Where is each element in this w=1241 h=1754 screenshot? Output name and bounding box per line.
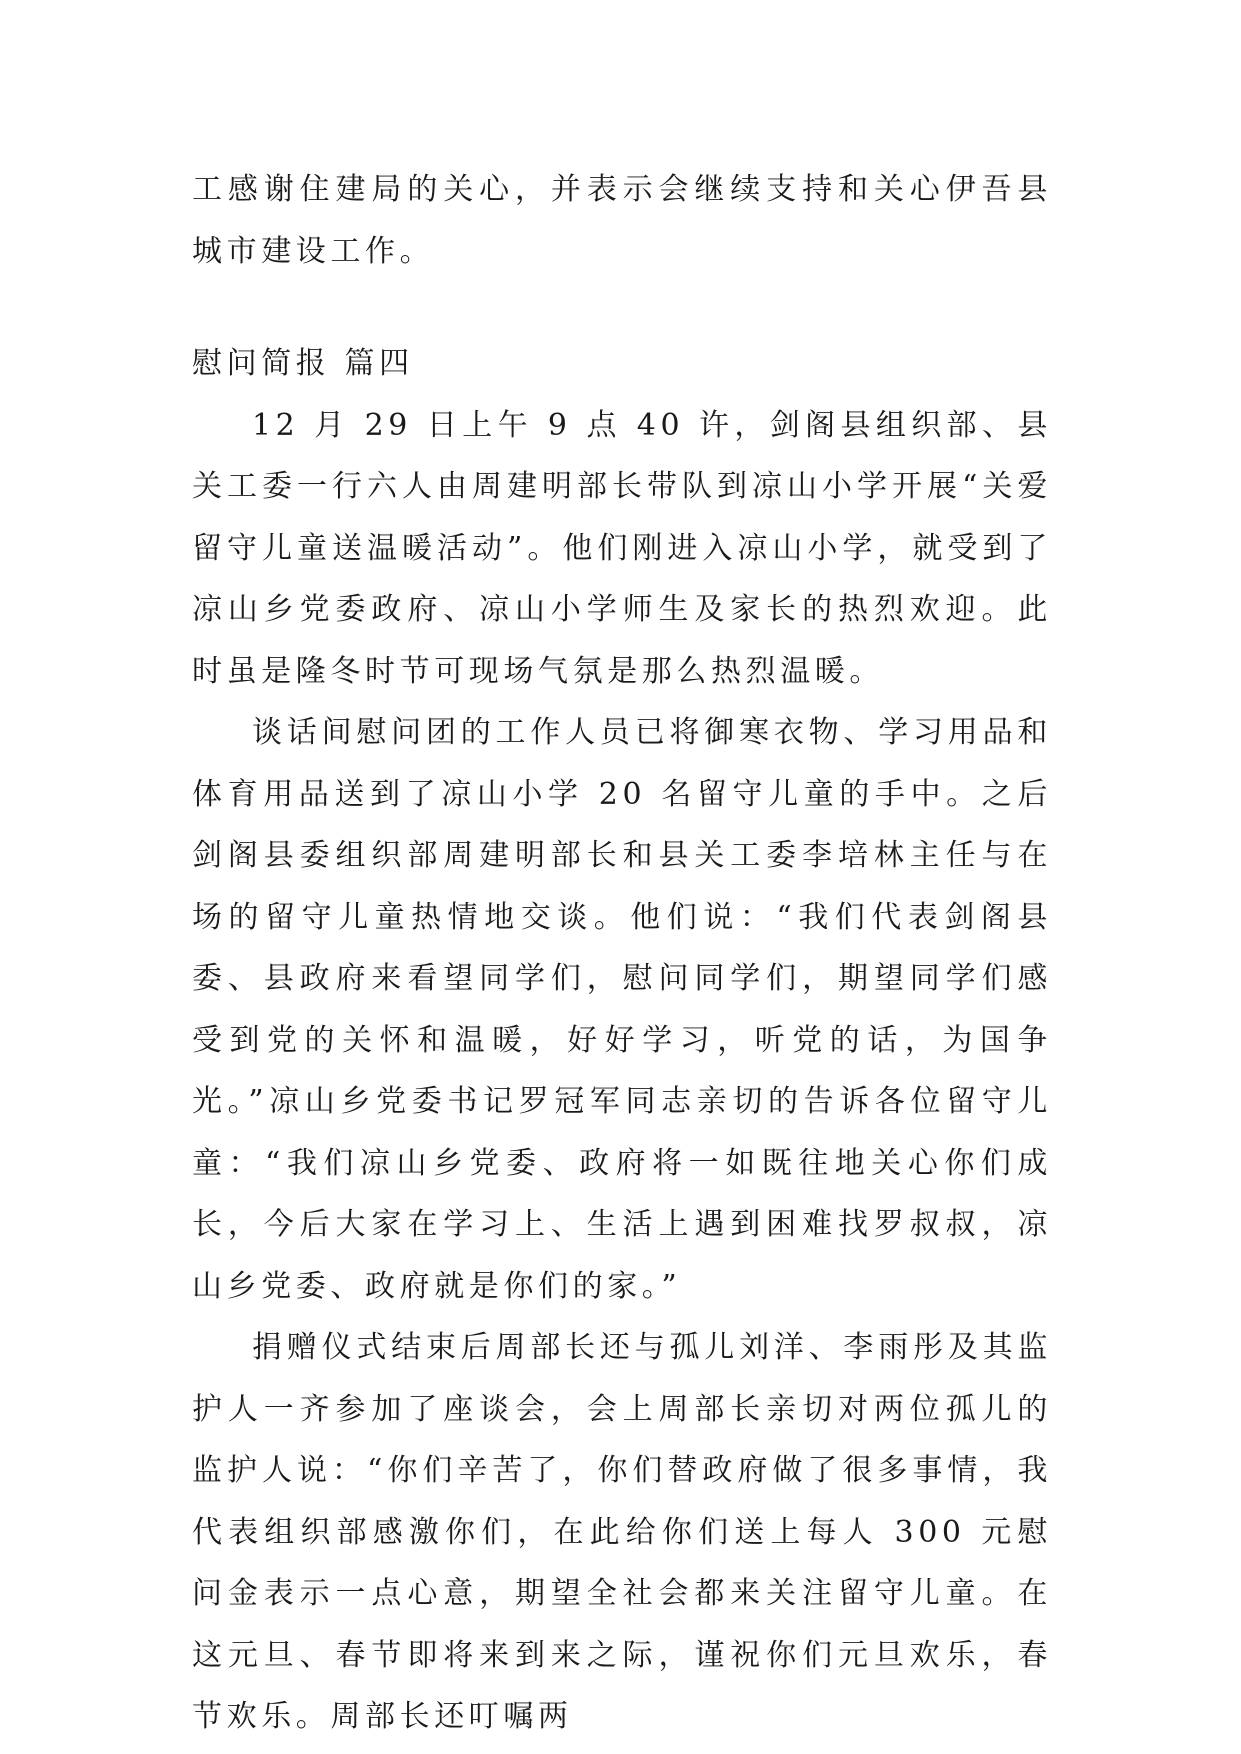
section-heading: 慰问简报 篇四 [192,346,414,381]
continuation-paragraph: 工感谢住建局的关心，并表示会继续支持和关心伊吾县城市建设工作。 [192,172,1052,269]
paragraph-donation-ceremony: 捐赠仪式结束后周部长还与孤儿刘洋、李雨彤及其监护人一齐参加了座谈会，会上周部长亲切对两位孤儿的监护人说：“你们辛苦了，你们替政府做了很多事情，我代表组织部感激你们，在此给你们送上每人 300 元慰问金表示一点心意，期望全社会都来关注留守儿童。在这元旦、春节即将来到来之际，谨祝你们元旦欢乐，春节欢乐。周部长还叮嘱两 [192,1330,1052,1734]
paragraph-conversation: 谈话间慰问团的工作人员已将御寒衣物、学习用品和体育用品送到了凉山小学 20 名留守儿童的手中。之后剑阁县委组织部周建明部长和县关工委李培林主任与在场的留守儿童热情地交谈。他们说：“我们代表剑阁县委、县政府来看望同学们，慰问同学们，期望同学们感受到党的关怀和温暖，好好学习，听党的话，为国争光。”凉山乡党委书记罗冠军同志亲切的告诉各位留守儿童：“我们凉山乡党委、政府将一如既往地关心你们成长，今后大家在学习上、生活上遇到困难找罗叔叔，凉山乡党委、政府就是你们的家。” [192,715,1052,1304]
paragraph-visit-overview: 12 月 29 日上午 9 点 40 许，剑阁县组织部、县关工委一行六人由周建明部长带队到凉山小学开展“关爱留守儿童送温暖活动”。他们刚进入凉山小学，就受到了凉山乡党委政府、凉山小学师生及家长的热烈欢迎。此时虽是隆冬时节可现场气氛是那么热烈温暖。 [192,407,1052,689]
continuation-text [192,159,1052,282]
section-briefing-four [192,333,1052,1748]
